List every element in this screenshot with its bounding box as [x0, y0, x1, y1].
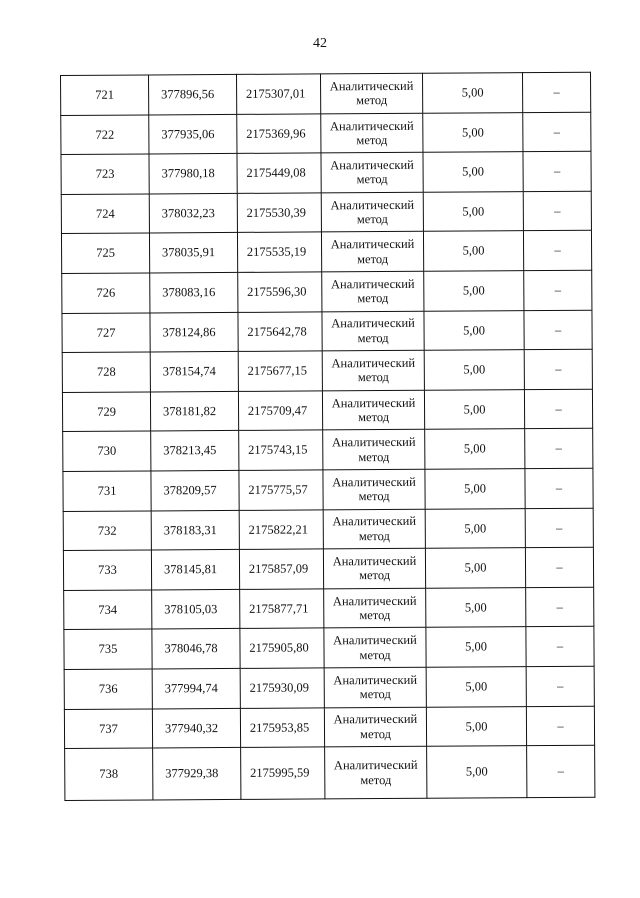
- method-cell: Аналитический метод: [324, 667, 426, 707]
- description-cell: –: [524, 270, 592, 310]
- method-cell: Аналитический метод: [323, 548, 425, 588]
- accuracy-cell: 5,00: [426, 587, 526, 627]
- accuracy-cell: 5,00: [423, 191, 523, 231]
- y-coordinate-cell: 2175905,80: [240, 628, 324, 668]
- y-coordinate-cell: 2175930,09: [240, 668, 324, 708]
- point-number-cell: 730: [63, 431, 151, 471]
- y-coordinate-cell: 2175677,15: [238, 351, 322, 391]
- x-coordinate-cell: 378145,81: [151, 550, 239, 590]
- table-body: [61, 72, 595, 800]
- point-number-cell: 733: [63, 550, 151, 590]
- y-coordinate-cell: 2175775,57: [239, 470, 323, 510]
- table-row: [61, 231, 591, 274]
- table-row: [63, 468, 593, 511]
- x-coordinate-cell: 378035,91: [149, 233, 237, 273]
- point-number-cell: 736: [64, 669, 152, 709]
- x-coordinate-cell: 378213,45: [151, 431, 239, 471]
- method-cell: Аналитический метод: [323, 430, 425, 470]
- point-number-cell: 728: [62, 352, 150, 392]
- table-row: [62, 349, 592, 392]
- y-coordinate-cell: 2175369,96: [237, 114, 321, 154]
- x-coordinate-cell: 377980,18: [149, 154, 237, 194]
- method-cell: Аналитический метод: [324, 588, 426, 628]
- table-row: [61, 151, 591, 194]
- accuracy-cell: 5,00: [423, 112, 523, 152]
- point-number-cell: 732: [63, 510, 151, 550]
- y-coordinate-cell: 2175995,59: [241, 747, 325, 800]
- description-cell: –: [525, 429, 593, 469]
- y-coordinate-cell: 2175307,01: [236, 74, 320, 114]
- table-row: [62, 270, 592, 313]
- table-row: [65, 745, 595, 800]
- x-coordinate-cell: 378032,23: [149, 193, 237, 233]
- accuracy-cell: 5,00: [424, 310, 524, 350]
- accuracy-cell: 5,00: [424, 350, 524, 390]
- accuracy-cell: 5,00: [426, 706, 526, 746]
- method-cell: Аналитический метод: [322, 390, 424, 430]
- description-cell: –: [526, 587, 594, 627]
- description-cell: –: [525, 468, 593, 508]
- point-number-cell: 738: [65, 748, 153, 801]
- description-cell: –: [523, 112, 591, 152]
- method-cell: Аналитический метод: [321, 113, 423, 153]
- y-coordinate-cell: 2175530,39: [237, 193, 321, 233]
- description-cell: –: [523, 231, 591, 271]
- point-number-cell: 723: [61, 154, 149, 194]
- description-cell: –: [527, 745, 595, 797]
- x-coordinate-cell: 378183,31: [151, 510, 239, 550]
- point-number-cell: 729: [62, 392, 150, 432]
- y-coordinate-cell: 2175709,47: [238, 391, 322, 431]
- description-cell: –: [526, 666, 594, 706]
- table-row: [63, 429, 593, 472]
- x-coordinate-cell: 377929,38: [153, 748, 241, 801]
- point-number-cell: 724: [61, 194, 149, 234]
- table-row: [61, 72, 591, 115]
- description-cell: –: [525, 508, 593, 548]
- description-cell: –: [524, 389, 592, 429]
- table-row: [64, 666, 594, 709]
- table-row: [61, 191, 591, 234]
- description-cell: –: [524, 349, 592, 389]
- point-number-cell: 725: [61, 233, 149, 273]
- x-coordinate-cell: 378105,03: [152, 589, 240, 629]
- point-number-cell: 731: [63, 471, 151, 511]
- y-coordinate-cell: 2175535,19: [237, 232, 321, 272]
- method-cell: Аналитический метод: [321, 192, 423, 232]
- y-coordinate-cell: 2175953,85: [240, 707, 324, 747]
- x-coordinate-cell: 377940,32: [152, 708, 240, 748]
- point-number-cell: 722: [61, 115, 149, 155]
- y-coordinate-cell: 2175596,30: [238, 272, 322, 312]
- method-cell: Аналитический метод: [324, 707, 426, 747]
- accuracy-cell: 5,00: [425, 429, 525, 469]
- x-coordinate-cell: 378083,16: [150, 272, 238, 312]
- table-row: [64, 587, 594, 630]
- table-row: [63, 547, 593, 590]
- description-cell: –: [525, 547, 593, 587]
- method-cell: Аналитический метод: [323, 509, 425, 549]
- table-row: [64, 627, 594, 670]
- accuracy-cell: 5,00: [423, 231, 523, 271]
- accuracy-cell: 5,00: [425, 548, 525, 588]
- accuracy-cell: 5,00: [423, 152, 523, 192]
- point-number-cell: 727: [62, 313, 150, 353]
- point-number-cell: 721: [61, 75, 149, 115]
- method-cell: Аналитический метод: [321, 152, 423, 192]
- method-cell: Аналитический метод: [325, 746, 427, 799]
- point-number-cell: 737: [64, 708, 152, 748]
- y-coordinate-cell: 2175822,21: [239, 509, 323, 549]
- x-coordinate-cell: 378154,74: [150, 352, 238, 392]
- accuracy-cell: 5,00: [425, 469, 525, 509]
- y-coordinate-cell: 2175877,71: [240, 589, 324, 629]
- accuracy-cell: 5,00: [424, 271, 524, 311]
- page-number: 42: [313, 36, 327, 51]
- x-coordinate-cell: 377935,06: [149, 114, 237, 154]
- x-coordinate-cell: 378181,82: [150, 391, 238, 431]
- description-cell: –: [526, 627, 594, 667]
- table-row: [62, 389, 592, 432]
- table-row: [61, 112, 591, 155]
- method-cell: Аналитический метод: [322, 350, 424, 390]
- description-cell: –: [523, 151, 591, 191]
- point-number-cell: 734: [64, 590, 152, 630]
- x-coordinate-cell: 378209,57: [151, 470, 239, 510]
- x-coordinate-cell: 378046,78: [152, 629, 240, 669]
- method-cell: Аналитический метод: [321, 232, 423, 272]
- table-row: [64, 706, 594, 749]
- table-row: [63, 508, 593, 551]
- y-coordinate-cell: 2175449,08: [237, 153, 321, 193]
- method-cell: Аналитический метод: [322, 311, 424, 351]
- y-coordinate-cell: 2175642,78: [238, 311, 322, 351]
- description-cell: –: [526, 706, 594, 746]
- method-cell: Аналитический метод: [323, 469, 425, 509]
- y-coordinate-cell: 2175743,15: [239, 430, 323, 470]
- accuracy-cell: 5,00: [425, 508, 525, 548]
- description-cell: –: [523, 191, 591, 231]
- point-number-cell: 735: [64, 629, 152, 669]
- x-coordinate-cell: 377994,74: [152, 668, 240, 708]
- method-cell: Аналитический метод: [322, 271, 424, 311]
- accuracy-cell: 5,00: [427, 746, 527, 799]
- coordinates-table: [60, 72, 595, 801]
- x-coordinate-cell: 377896,56: [149, 74, 237, 114]
- method-cell: Аналитический метод: [320, 73, 422, 113]
- description-cell: –: [522, 72, 590, 112]
- table-row: [62, 310, 592, 353]
- x-coordinate-cell: 378124,86: [150, 312, 238, 352]
- accuracy-cell: 5,00: [426, 667, 526, 707]
- accuracy-cell: 5,00: [424, 389, 524, 429]
- method-cell: Аналитический метод: [324, 628, 426, 668]
- description-cell: –: [524, 310, 592, 350]
- accuracy-cell: 5,00: [426, 627, 526, 667]
- point-number-cell: 726: [62, 273, 150, 313]
- y-coordinate-cell: 2175857,09: [239, 549, 323, 589]
- accuracy-cell: 5,00: [422, 73, 522, 113]
